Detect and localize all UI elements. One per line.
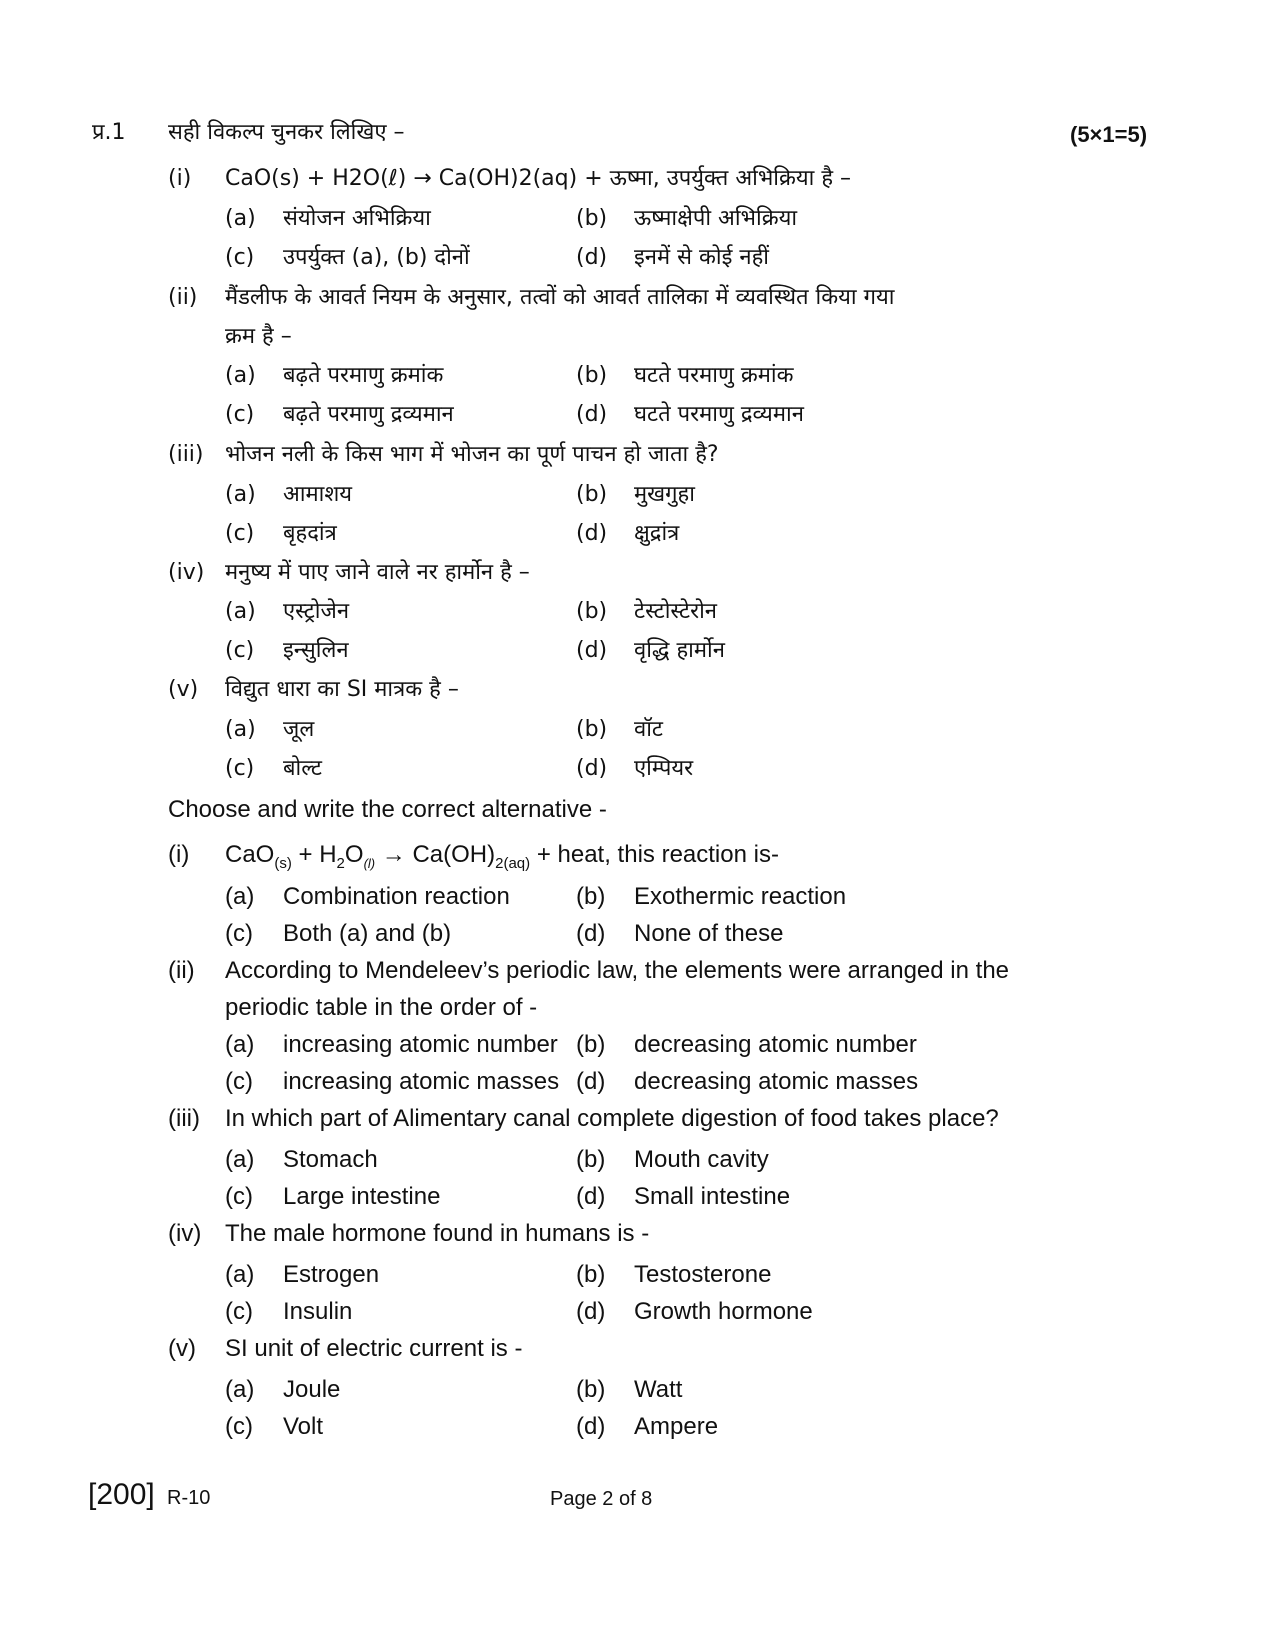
option-label: (d): [576, 1068, 606, 1095]
option-text: टेस्टोस्टेरोन: [634, 599, 717, 624]
option-text: इनमें से कोई नहीं: [634, 245, 770, 270]
paper-code: [200]: [88, 1478, 155, 1511]
option-text: Watt: [634, 1376, 683, 1403]
option-text: बोल्ट: [283, 756, 322, 781]
option-label: (a): [225, 1146, 255, 1173]
option-text: एम्पियर: [634, 756, 694, 781]
option-label: (d): [576, 638, 608, 663]
option-text: decreasing atomic masses: [634, 1068, 919, 1095]
option-label: (b): [576, 1146, 606, 1173]
option-label: (c): [225, 756, 255, 781]
option-text: Small intestine: [634, 1183, 791, 1210]
option-text: decreasing atomic number: [634, 1031, 917, 1058]
option-label: (c): [225, 1183, 253, 1210]
option-text: आमाशय: [283, 482, 353, 507]
hi-q4-number: (iv): [168, 560, 205, 585]
option-text: None of these: [634, 920, 784, 947]
option-label: (b): [576, 883, 606, 910]
en-q4-text: The male hormone found in humans is -: [225, 1220, 650, 1247]
option-text: बढ़ते परमाणु द्रव्यमान: [283, 402, 454, 427]
hi-q3-number: (iii): [168, 442, 204, 467]
hi-q1-number: (i): [168, 166, 192, 191]
option-label: (a): [225, 206, 256, 231]
option-text: जूल: [283, 717, 315, 742]
option-label: (a): [225, 363, 256, 388]
option-label: (d): [576, 1183, 606, 1210]
option-label: (d): [576, 1298, 606, 1325]
option-text: Testosterone: [634, 1261, 772, 1288]
option-label: (c): [225, 920, 253, 947]
option-text: संयोजन अभिक्रिया: [283, 206, 431, 231]
option-text: Growth hormone: [634, 1298, 813, 1325]
option-text: बढ़ते परमाणु क्रमांक: [283, 363, 444, 388]
option-text: Estrogen: [283, 1261, 380, 1288]
option-label: (d): [576, 1413, 606, 1440]
hi-q1-text: CaO(s) + H2O(ℓ) → Ca(OH)2(aq) + ऊष्मा, उपर्युक्त अभिक्रिया है –: [225, 166, 852, 191]
en-q5-text: SI unit of electric current is -: [225, 1335, 523, 1362]
option-text: क्षुद्रांत्र: [634, 521, 680, 546]
option-label: (b): [576, 363, 608, 388]
option-text: वृद्धि हार्मोन: [634, 638, 725, 663]
option-text: Joule: [283, 1376, 341, 1403]
option-label: (b): [576, 1031, 606, 1058]
hi-q4-text: मनुष्य में पाए जाने वाले नर हार्मोन है –: [225, 560, 530, 585]
en-q1-number: (i): [168, 841, 190, 868]
hi-q2-text-line1: मैंडलीफ के आवर्त नियम के अनुसार, तत्वों को आवर्त तालिका में व्यवस्थित किया गया: [225, 285, 895, 310]
en-q4-number: (iv): [168, 1220, 202, 1247]
option-label: (c): [225, 638, 255, 663]
option-label: (c): [225, 1413, 253, 1440]
option-label: (d): [576, 521, 608, 546]
en-q5-number: (v): [168, 1335, 196, 1362]
option-label: (b): [576, 717, 608, 742]
page-number: Page 2 of 8: [550, 1488, 653, 1510]
option-text: Insulin: [283, 1298, 353, 1325]
option-label: (d): [576, 245, 608, 270]
en-q2-text-line1: According to Mendeleev’s periodic law, the elements were arranged in the: [225, 957, 1010, 984]
option-label: (b): [576, 1376, 606, 1403]
option-text: वॉट: [634, 717, 664, 742]
option-label: (a): [225, 599, 256, 624]
option-text: Volt: [283, 1413, 324, 1440]
option-label: (c): [225, 245, 255, 270]
option-text: बृहदांत्र: [283, 521, 337, 546]
option-text: Exothermic reaction: [634, 883, 847, 910]
option-text: Mouth cavity: [634, 1146, 769, 1173]
option-label: (a): [225, 717, 256, 742]
option-label: (c): [225, 1298, 253, 1325]
en-q3-number: (iii): [168, 1105, 200, 1132]
option-text: increasing atomic masses: [283, 1068, 560, 1095]
option-label: (b): [576, 599, 608, 624]
hi-q5-number: (v): [168, 677, 199, 702]
option-label: (d): [576, 920, 606, 947]
instruction-english: Choose and write the correct alternative -: [168, 796, 607, 823]
en-q3-text: In which part of Alimentary canal complete digestion of food takes place?: [225, 1105, 999, 1132]
en-q1-text: $CaO_{(s)} + H_2O_{(l)} \to Ca(OH)_{2(aq)}$ + heat, this reaction is-: [225, 841, 779, 872]
option-text: एस्ट्रोजेन: [283, 599, 350, 624]
option-text: Large intestine: [283, 1183, 441, 1210]
paper-series: R-10: [167, 1487, 211, 1509]
option-label: (d): [576, 402, 608, 427]
option-text: मुखगुहा: [634, 482, 695, 507]
option-label: (b): [576, 206, 608, 231]
option-text: increasing atomic number: [283, 1031, 558, 1058]
hi-q2-number: (ii): [168, 285, 198, 310]
question-number: प्र.1: [92, 120, 126, 145]
option-label: (c): [225, 402, 255, 427]
hi-q3-text: भोजन नली के किस भाग में भोजन का पूर्ण पाचन हो जाता है?: [225, 442, 719, 467]
option-text: इन्सुलिन: [283, 638, 349, 663]
en-q2-text-line2: periodic table in the order of -: [225, 994, 538, 1021]
option-text: Combination reaction: [283, 883, 510, 910]
option-text: घटते परमाणु द्रव्यमान: [634, 402, 804, 427]
option-text: Both (a) and (b): [283, 920, 452, 947]
option-label: (a): [225, 1031, 255, 1058]
option-label: (c): [225, 1068, 253, 1095]
option-label: (a): [225, 482, 256, 507]
instruction-hindi: सही विकल्प चुनकर लिखिए –: [168, 120, 405, 145]
option-text: ऊष्माक्षेपी अभिक्रिया: [634, 206, 798, 231]
option-text: Stomach: [283, 1146, 378, 1173]
option-text: Ampere: [634, 1413, 719, 1440]
option-label: (c): [225, 521, 255, 546]
option-label: (a): [225, 883, 255, 910]
marks-label: (5×1=5): [1070, 122, 1148, 147]
option-label: (d): [576, 756, 608, 781]
option-text: घटते परमाणु क्रमांक: [634, 363, 794, 388]
hi-q5-text: विद्युत धारा का SI मात्रक है –: [225, 677, 459, 702]
en-q2-number: (ii): [168, 957, 195, 984]
option-label: (a): [225, 1376, 255, 1403]
option-label: (b): [576, 1261, 606, 1288]
option-text: उपर्युक्त (a), (b) दोनों: [283, 245, 470, 270]
option-label: (b): [576, 482, 608, 507]
hi-q2-text-line2: क्रम है –: [225, 324, 292, 349]
option-label: (a): [225, 1261, 255, 1288]
